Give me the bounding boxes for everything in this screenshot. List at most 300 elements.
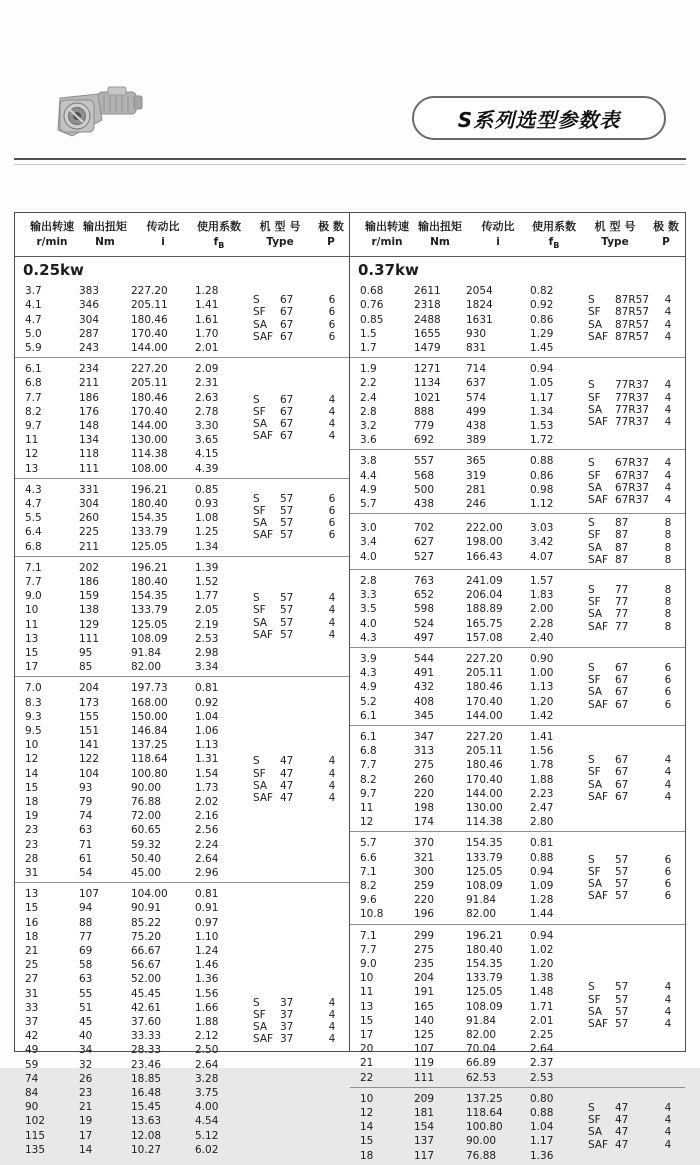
rpm-cell: 4.0 [360,617,377,630]
spec-row [25,737,253,751]
pole-cell: 4 [664,379,672,392]
torque-cell: 260 [79,512,100,525]
spec-row [360,906,588,920]
ratio-cell: 16.48 [131,1087,162,1100]
spec-row [25,297,253,311]
rpm-cell: 6.1 [360,709,377,722]
fb-cell: 1.83 [530,589,554,602]
type-line [588,457,685,469]
spec-row [360,404,588,418]
spec-row [360,1119,588,1133]
ratio-cell: 144.00 [466,787,503,800]
rpm-cell: 90 [25,1101,39,1114]
rpm-cell: 5.0 [25,327,42,340]
fb-cell: 1.78 [530,759,554,772]
fb-cell: 3.34 [195,661,219,674]
torque-cell: 14 [79,1143,93,1156]
rpm-cell: 8.2 [25,405,42,418]
type-size: 67 [280,430,294,443]
ratio-cell: 222.00 [466,522,503,535]
type-prefix: SAF [588,330,609,343]
type-prefix: S [588,1101,595,1114]
type-line [588,699,685,711]
rpm-cell: 10 [25,604,39,617]
ratio-cell: 154.35 [466,958,503,971]
spec-group [15,478,349,556]
fb-cell: 2.24 [195,838,219,851]
type-size: 67 [615,686,629,699]
ratio-cell: 180.46 [131,313,168,326]
rpm-cell: 11 [25,618,39,631]
type-prefix: SF [253,306,266,319]
type-line [588,981,685,993]
spec-row [25,851,253,865]
fb-cell: 1.20 [530,958,554,971]
ratio-cell: 930 [466,327,487,340]
spec-rows [350,1091,588,1162]
fb-cell: 1.29 [530,327,554,340]
torque-cell: 71 [79,838,93,851]
type-size: 57 [615,1017,629,1030]
spec-rows [350,835,588,920]
rpm-cell: 12 [360,1107,374,1120]
type-size: 77 [615,620,629,633]
pole-cell: 4 [328,1021,336,1034]
pole-cell: 4 [664,493,672,506]
ratio-cell: 2054 [466,285,493,298]
type-line [588,1006,685,1018]
ratio-cell: 1824 [466,299,493,312]
torque-cell: 107 [79,888,100,901]
pole-cell: 4 [664,1114,672,1127]
pole-cell: 8 [664,529,672,542]
type-prefix: SAF [253,792,274,804]
torque-cell: 209 [414,1092,435,1105]
rpm-cell: 15 [360,1014,374,1027]
rpm-cell: 5.5 [25,512,42,525]
fb-cell: 1.46 [195,959,219,972]
ratio-cell: 154.35 [131,590,168,603]
type-prefix: SAF [588,1017,609,1030]
spec-row [360,708,588,722]
rpm-cell: 9.0 [360,958,377,971]
type-size: 87 [615,517,629,530]
ratio-cell: 180.46 [466,681,503,694]
rpm-cell: 12 [360,816,374,829]
type-line [588,608,685,620]
type-prefix: SF [588,865,601,878]
spec-row [25,709,253,723]
fb-cell: 1.20 [530,695,554,708]
ratio-cell: 133.79 [466,972,503,985]
spec-row [25,340,253,354]
pole-cell: 4 [328,417,336,430]
torque-cell: 155 [79,710,100,723]
rpm-cell: 1.7 [360,341,377,354]
spec-row [360,432,588,446]
spec-row [360,340,588,354]
ratio-cell: 130.00 [466,802,503,814]
torque-cell: 1655 [414,327,441,340]
spec-rows [350,520,588,563]
type-size: 87R57 [615,306,650,319]
spec-row [25,375,253,389]
fb-cell: 1.13 [195,739,219,752]
type-prefix: SF [588,1114,601,1127]
fb-cell: 1.10 [195,930,219,943]
ratio-cell: 37.60 [131,1016,162,1029]
type-size: 67R37 [615,469,650,482]
col-unit-poles: P [662,236,670,248]
type-prefix: S [588,517,595,530]
col-unit-speed: r/min [371,236,403,248]
rpm-cell: 4.3 [25,483,42,496]
fb-cell: 1.73 [195,781,219,794]
torque-cell: 58 [79,959,93,972]
spec-row [25,1000,253,1014]
pole-cell: 4 [328,1008,336,1021]
ratio-cell: 154.35 [466,837,503,850]
gearmotor-image [52,86,148,142]
fb-cell: 2.47 [530,802,554,814]
torque-cell: 122 [79,753,100,766]
rpm-cell: 4.7 [25,313,42,326]
pole-cell: 4 [328,792,336,804]
rpm-cell: 0.68 [360,285,384,298]
spec-row [360,892,588,906]
col-label-ratio: 传动比 [481,220,515,233]
pole-cell: 6 [664,698,672,711]
spec-group [350,357,685,449]
type-line [588,1018,685,1030]
fb-cell: 0.91 [195,902,219,915]
torque-cell: 408 [414,695,435,708]
col-label-poles: 极 数 [653,220,679,233]
rpm-cell: 1.5 [360,327,377,340]
type-size: 67R37 [615,493,650,506]
fb-cell: 2.19 [195,618,219,631]
table-header-left [15,213,349,257]
type-line [588,294,685,306]
rpm-cell: 0.76 [360,299,384,312]
type-block [588,294,685,343]
fb-cell: 0.88 [530,455,554,468]
pole-cell: 4 [664,318,672,331]
col-label-torque: 输出扭矩 [418,220,462,233]
rpm-cell: 10 [360,972,374,985]
spec-rows [15,886,253,1156]
spec-group [350,1087,685,1165]
spec-row [360,1013,588,1027]
fb-cell: 1.02 [530,943,554,956]
type-prefix: S [253,294,260,307]
rpm-cell: 11 [360,986,374,999]
ratio-cell: 165.75 [466,617,503,630]
type-prefix: S [588,853,595,866]
pole-cell: 4 [328,628,336,641]
torque-cell: 299 [414,929,435,942]
fb-subscript: B [218,241,225,251]
type-prefix: SAF [253,529,274,542]
pole-cell: 8 [664,541,672,554]
rpm-cell: 17 [360,1029,374,1042]
ratio-cell: 144.00 [131,341,168,354]
ratio-cell: 56.67 [131,959,162,972]
spec-row [25,865,253,879]
type-size: 47 [615,1138,629,1151]
torque-cell: 204 [414,972,435,985]
spec-row [25,390,253,404]
power-rating-left: 0.25kw [23,261,84,280]
spec-row [360,468,588,482]
ratio-cell: 10.27 [131,1143,162,1156]
type-prefix: S [588,662,595,675]
torque-cell: 1479 [414,341,441,354]
pole-cell: 4 [328,430,336,443]
spec-row [25,326,253,340]
pole-cell: 4 [328,996,336,1009]
type-line [588,890,685,902]
spec-rows [15,680,253,879]
type-size: 87 [615,541,629,554]
spec-rows [15,560,253,674]
ratio-cell: 82.00 [466,908,497,921]
torque-cell: 191 [414,986,435,999]
rpm-cell: 10 [25,739,39,752]
torque-cell: 137 [414,1135,435,1148]
type-line [588,994,685,1006]
type-size: 57 [280,616,294,629]
torque-cell: 69 [79,945,93,958]
fb-cell: 4.15 [195,448,219,461]
fb-cell: 2.63 [195,391,219,404]
rpm-cell: 7.7 [360,759,377,772]
fb-cell: 3.75 [195,1087,219,1100]
pole-cell: 8 [664,608,672,621]
type-prefix: SF [588,391,601,404]
spec-row [360,1070,588,1084]
torque-cell: 275 [414,943,435,956]
ratio-cell: 72.00 [131,810,162,823]
ratio-cell: 76.88 [131,796,162,808]
type-prefix: SA [253,517,268,530]
column-right-groups [350,280,685,1165]
type-line [588,854,685,866]
fb-cell: 1.45 [530,341,554,354]
type-prefix: SF [253,604,266,617]
type-prefix: S [253,996,260,1009]
type-line [588,482,685,494]
rpm-cell: 8.2 [360,880,377,893]
rpm-cell: 3.6 [360,434,377,447]
rpm-cell: 9.6 [360,894,377,907]
type-line [253,394,349,406]
rpm-cell: 13 [25,888,39,901]
ratio-cell: 166.43 [466,550,503,563]
type-size: 77R37 [615,391,650,404]
ratio-cell: 133.79 [131,526,168,539]
type-size: 47 [615,1101,629,1114]
type-size: 37 [280,996,294,1009]
header-labels [360,218,685,233]
spec-row [25,283,253,297]
fb-cell: 2.23 [530,787,554,800]
header-units [25,233,349,252]
fb-cell: 1.38 [530,972,554,985]
spec-row [25,723,253,737]
type-line [588,494,685,506]
spec-rows [15,482,253,553]
type-size: 47 [280,792,294,804]
type-size: 47 [280,767,294,780]
ratio-cell: 52.00 [131,973,162,986]
type-prefix: S [588,754,595,767]
fb-cell: 2.05 [195,604,219,617]
type-line [588,754,685,766]
spec-row [360,999,588,1013]
spec-row [360,630,588,644]
type-line [253,529,349,541]
pole-cell: 4 [664,1138,672,1151]
spec-row [25,1042,253,1056]
type-prefix: SAF [588,620,609,633]
torque-cell: 211 [79,377,100,390]
ratio-cell: 180.40 [131,497,168,510]
spec-row [360,956,588,970]
spec-row [360,1055,588,1069]
torque-cell: 1134 [414,377,441,390]
type-line [588,331,685,343]
ratio-cell: 114.38 [466,816,503,829]
fb-cell: 1.31 [195,753,219,766]
spec-row [360,665,588,679]
column-025kw [15,213,350,1156]
page-title: S系列选型参数表 [457,107,621,132]
rpm-cell: 23 [25,824,39,837]
type-line [253,1009,349,1021]
type-size: 77R37 [615,403,650,416]
torque-cell: 85 [79,661,93,674]
type-size: 47 [280,755,294,768]
type-size: 37 [280,1021,294,1034]
spec-row [360,1133,588,1147]
pole-cell: 6 [328,505,336,518]
ratio-cell: 91.84 [466,1014,497,1027]
type-line [588,791,685,803]
fb-letter: f [548,236,554,248]
rpm-cell: 2.4 [360,391,377,404]
torque-cell: 111 [414,1071,435,1084]
torque-cell: 321 [414,851,435,864]
torque-cell: 140 [414,1014,435,1027]
type-prefix: SF [588,993,601,1006]
ratio-cell: 90.91 [131,902,162,915]
rpm-cell: 4.0 [360,550,377,563]
rpm-cell: 11 [25,434,39,447]
rpm-cell: 6.1 [360,730,377,743]
table-header-right [350,213,685,257]
pole-cell: 6 [328,294,336,307]
type-prefix: SAF [253,628,274,641]
fb-cell: 2.78 [195,405,219,418]
ratio-cell: 90.00 [466,1135,497,1148]
rpm-cell: 17 [25,661,39,674]
type-size: 67R37 [615,481,650,494]
gearmotor-photo [52,86,148,142]
rpm-cell: 14 [25,767,39,780]
type-size: 87 [615,529,629,542]
fb-cell: 3.28 [195,1072,219,1085]
spec-rows [350,729,588,828]
torque-cell: 304 [79,497,100,510]
spec-group [15,357,349,478]
ratio-cell: 82.00 [131,661,162,674]
type-size: 67 [280,294,294,307]
torque-cell: 235 [414,958,435,971]
rpm-cell: 12 [25,448,39,461]
spec-row [25,312,253,326]
rpm-cell: 3.8 [360,455,377,468]
pole-cell: 6 [328,529,336,542]
spec-row [360,835,588,849]
spec-row [360,694,588,708]
spec-row [25,915,253,929]
spec-row [360,453,588,467]
ratio-cell: 91.84 [131,646,162,659]
pole-cell: 4 [328,779,336,792]
rpm-cell: 3.3 [360,589,377,602]
type-prefix: SA [588,608,603,621]
pole-cell: 6 [328,318,336,331]
fb-cell: 1.57 [530,574,554,587]
type-size: 67 [615,778,629,791]
ratio-cell: 85.22 [131,916,162,929]
rpm-cell: 13 [360,1000,374,1013]
fb-cell: 1.04 [195,710,219,723]
spec-rows [350,651,588,722]
spec-group [350,924,685,1087]
pole-cell: 4 [664,415,672,428]
type-line [588,621,685,633]
type-line [253,997,349,1009]
type-size: 87R57 [615,318,650,331]
ratio-cell: 59.32 [131,838,162,851]
spec-rows [350,361,588,446]
rpm-cell: 3.0 [360,522,377,535]
ratio-cell: 18.85 [131,1072,162,1085]
fb-cell: 0.94 [530,865,554,878]
type-size: 57 [280,592,294,605]
type-prefix: SAF [253,330,274,343]
type-line [253,294,349,306]
rpm-cell: 6.1 [25,363,42,376]
torque-cell: 54 [79,867,93,880]
spec-row [25,1142,253,1156]
spec-row [360,297,588,311]
spec-row [360,1027,588,1041]
torque-cell: 345 [414,709,435,722]
pole-cell: 4 [664,306,672,319]
pole-cell: 4 [664,1126,672,1139]
type-prefix: SA [588,403,603,416]
ratio-cell: 157.08 [466,631,503,644]
type-line [588,416,685,428]
spec-row [25,617,253,631]
spec-row [360,984,588,998]
type-prefix: S [253,755,260,768]
type-size: 57 [280,492,294,505]
type-line [253,604,349,616]
